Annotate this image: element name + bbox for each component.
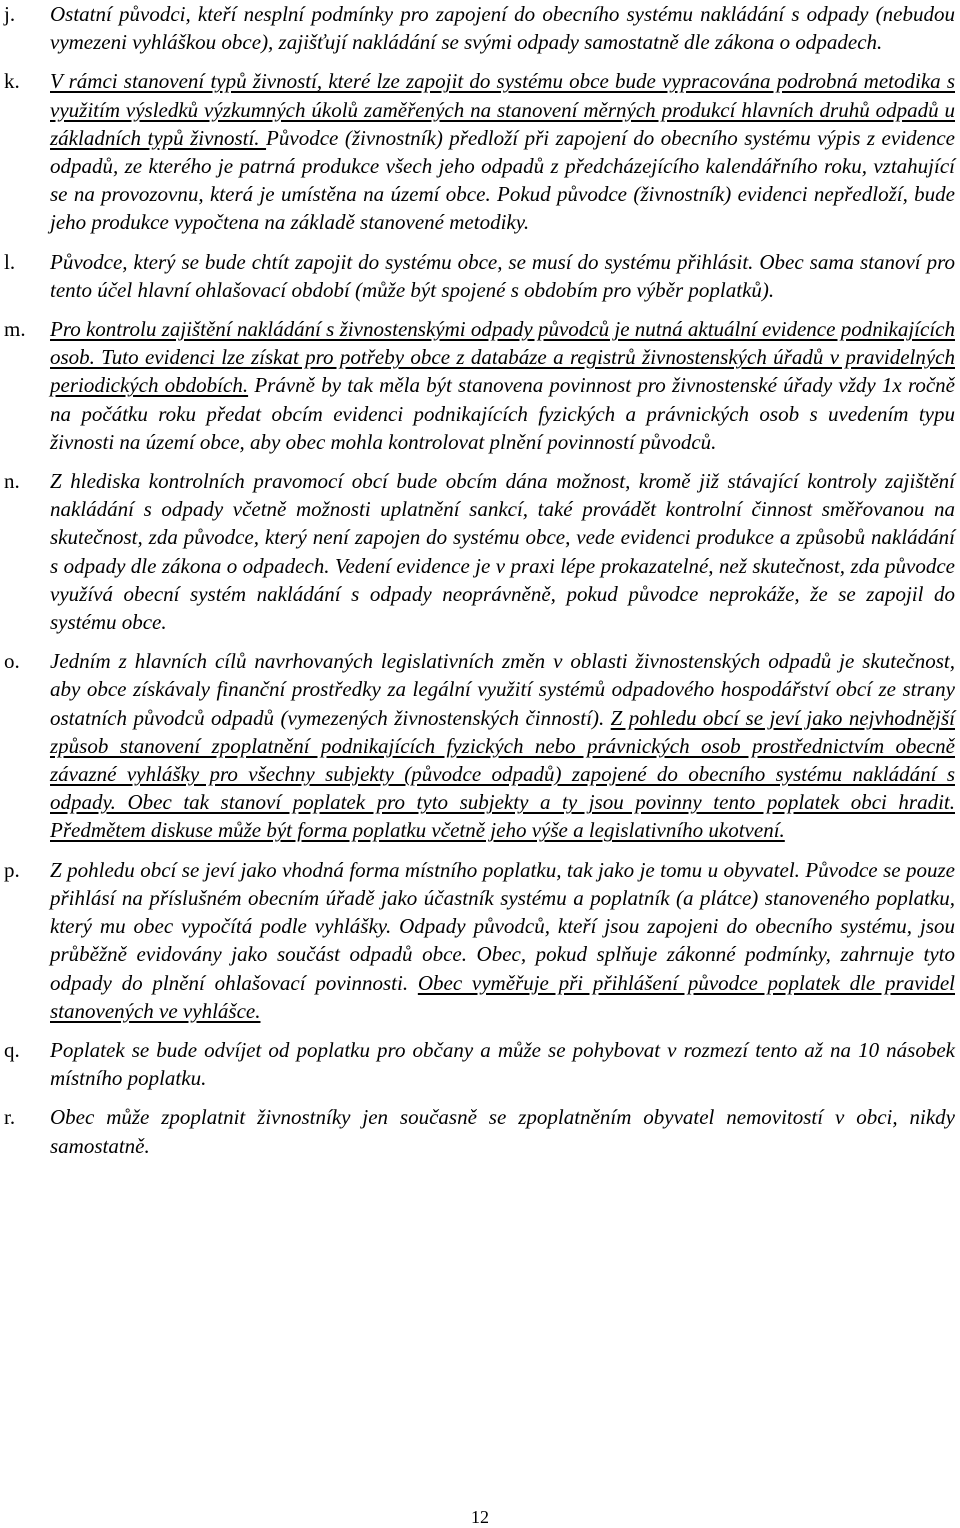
list-item-text	[50, 315, 955, 456]
list-item-letter: p.	[4, 857, 20, 882]
list-item-letter: m.	[4, 317, 26, 342]
text-segment: Ostatní původci, kteří nesplní podmínky pro zapojení do obecního systému nakládání s odpady (nebudou vymezeni vyhláškou obce), zajišťují nakládání se svými odpady samostatně dle zákona o odpadech.	[50, 2, 955, 55]
list-item	[0, 647, 955, 844]
list-item	[0, 67, 955, 236]
text-segment: Původce, který se bude chtít zapojit do systému obce, se musí do systému přihlásit. Obec sama stanoví pro tento účel hlavní ohlašovací období (může být spojené s obdobím pro výběr poplatků).	[50, 249, 955, 302]
list-item	[0, 248, 955, 304]
list-item-text	[50, 0, 955, 56]
list-item	[0, 1036, 955, 1092]
text-segment: Poplatek se bude odvíjet od poplatku pro občany a může se pohybovat v rozmezí tento až na 10 násobek místního poplatku.	[50, 1037, 955, 1091]
text-segment: Původce (živnostník) předloží při zapojení do obecního systému výpis z evidence odpadů, ze kterého je patrná produkce všech jeho odpadů z předcházejícího kalendářního roku, vztahující se na provozovnu, která je umístěna na území obce. Pokud původce (živnostník) evidenci nepředloží, bude jeho produkce vypočtena na základě stanovené metodiky.	[50, 125, 955, 235]
list-item-letter: j.	[4, 2, 16, 26]
underlined-text-segment: Obec vyměřuje při přihlášení původce poplatek dle pravidel stanovených ve vyhlášce.	[50, 970, 955, 1023]
underlined-text-segment: V rámci stanovení typů živností, které lze zapojit do systému obce bude vypracována podrobná metodika s využitím výsledků výzkumných úkolů zaměřených na stanovení měrných produkcí hlavních druhů odpadů u základních typů živností.	[50, 69, 955, 150]
text-segment: Z pohledu obcí se jeví jako vhodná forma místního poplatku, tak jako je tomu u obyvatel. Původce se pouze přihlásí na příslušném obecním úřadě jako účastník systému a poplatník (a plátce) stanoveného poplatku, který mu obec vypočítá podle vyhlášky. Odpady původců, kteří jsou zapojeni do obecního systému, jsou průběžně evidovány jako součást odpadů obce. Obec, pokud splňuje zákonné podmínky, zahrnuje tyto odpady do plnění ohlašovací povinnosti.	[50, 857, 955, 995]
text-segment: Právně by tak měla být stanovena povinnost pro živnostenské úřady vždy 1x ročně na počátku roku předat obcím evidenci podnikajících fyzických a právnických osob s uvedením typu živnosti na území obce, aby obec mohla kontrolovat plnění povinností původců.	[50, 373, 955, 454]
list-item-letter: r.	[4, 1105, 16, 1130]
list-item-letter: o.	[4, 649, 20, 674]
list-item	[0, 0, 955, 56]
list-item-text	[50, 67, 955, 236]
list-item	[0, 1103, 955, 1159]
list-item-letter: q.	[4, 1037, 20, 1062]
list-item	[0, 315, 955, 456]
list-item-letter: n.	[4, 469, 20, 494]
list-item-text	[50, 467, 955, 636]
list-item-letter: k.	[4, 69, 20, 94]
text-segment: Obec může zpoplatnit živnostníky jen současně se zpoplatněním obyvatel nemovitostí v obci, nikdy samostatně.	[50, 1105, 955, 1158]
text-segment: Jedním z hlavních cílů navrhovaných legislativních změn v oblasti živnostenských odpadů je skutečnost, aby obce získávaly finanční prostředky za legální využití systémů odpadového hospodářství obcí ze strany ostatních původců odpadů (vymezených živnostenských činností).	[50, 649, 955, 730]
underlined-text-segment: Z pohledu obcí se jeví jako nejvhodnější způsob stanovení zpoplatnění podnikajících fyzických nebo právnických osob prostřednictvím obecně závazné vyhlášky pro všechny subjekty (původce odpadů) zapojené do obecního systému nakládání s odpady. Obec tak stanoví poplatek pro tyto subjekty a ty jsou povinny tento poplatek obci hradit. Předmětem diskuse může být forma poplatku včetně jeho výše a legislativního ukotvení.	[50, 705, 955, 843]
list-item	[0, 467, 955, 636]
underlined-text-segment: Pro kontrolu zajištění nakládání s živnostenskými odpady původců je nutná aktuální evidence podnikajících osob. Tuto evidenci lze získat pro potřeby obce z databáze a registrů živnostenských úřadů v pravidelných periodických obdobích.	[50, 317, 955, 398]
list-item-letter: l.	[4, 249, 16, 274]
list-item-text	[50, 248, 955, 304]
list-item-text	[50, 856, 955, 1025]
text-segment: Z hlediska kontrolních pravomocí obcí bude obcím dána možnost, kromě již stávající kontroly zajištění nakládání s odpady včetně možnosti uplatnění sankcí, také provádět kontrolní činnost směřovanou na skutečnost, zda původce, který není zapojen do systému obce, vede evidenci produkce a způsobů nakládání s odpady dle zákona o odpadech. Vedení evidence je v praxi lépe prokazatelné, než skutečnost, zda původce využívá obecní systém nakládání s odpady neoprávněně, pokud původce neprokáže, že se zapojil do systému obce.	[50, 469, 955, 635]
list-item-text	[50, 1103, 955, 1159]
list-item-text	[50, 647, 955, 844]
list-item-text	[50, 1036, 955, 1092]
page-number: 12	[471, 1507, 489, 1527]
list-item	[0, 856, 955, 1025]
